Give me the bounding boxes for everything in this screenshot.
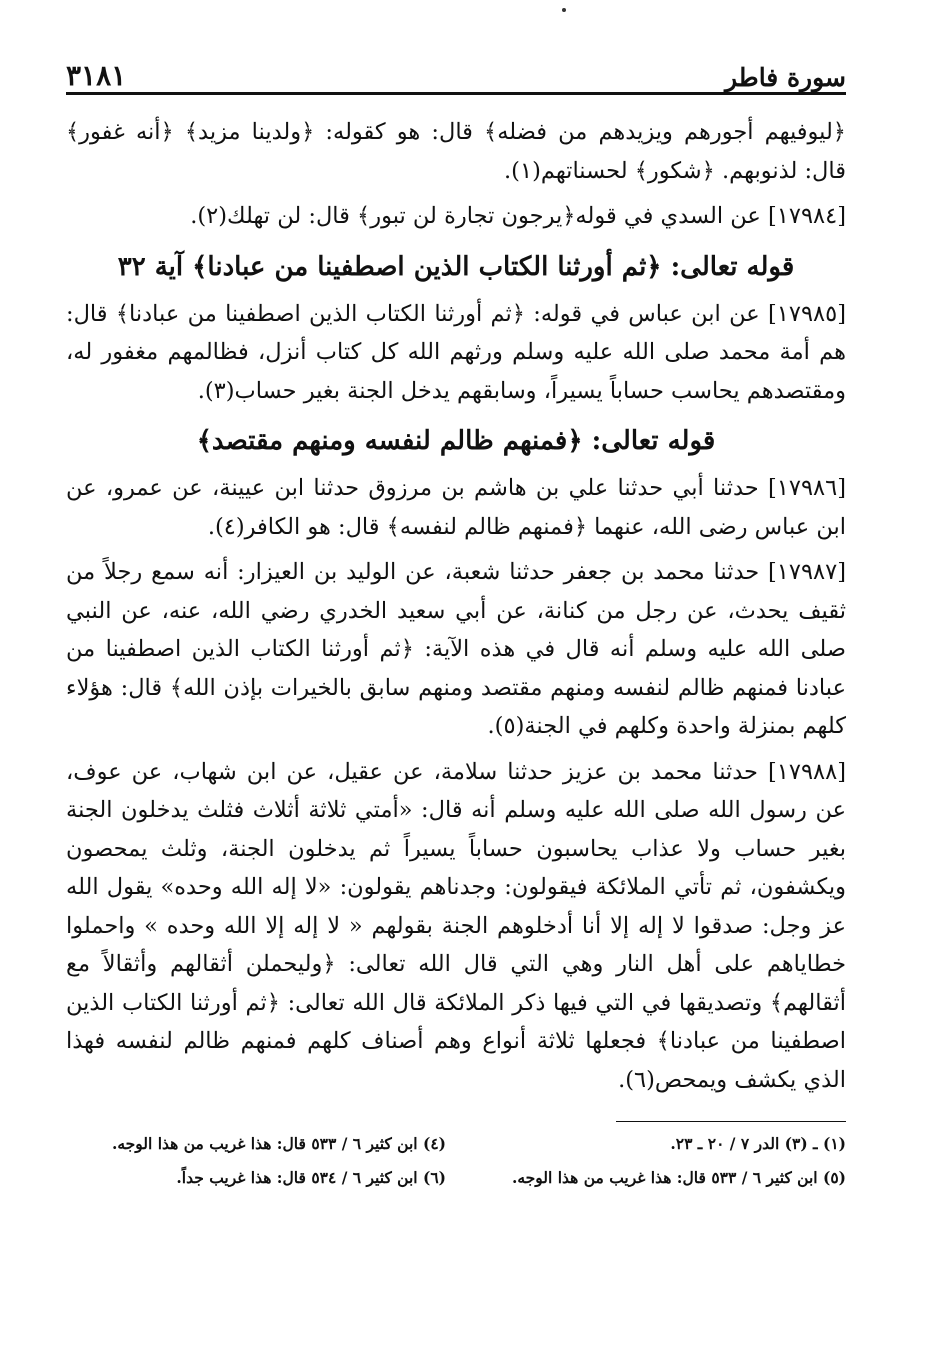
section-heading-dhalim: قوله تعالى: ﴿فمنهم ظالم لنفسه ومنهم مقتصد﴾ <box>196 426 716 456</box>
section-heading-verse-32: قوله تعالى: ﴿ثم أورثنا الكتاب الذين اصطفينا من عبادنا﴾ آية ٣٢ <box>117 251 795 282</box>
page-body <box>66 113 846 1099</box>
hadith-17988: [١٧٩٨٨] حدثنا محمد بن عزيز حدثنا سلامة، عن عقيل، عن ابن شهاب، عن عوف، عن رسول الله صلى الله عليه وسلم أنه قال: «أمتي ثلاثة أثلاث فثلث يدخلون الجنة بغير حساب ولا عذاب يحاسبون حساباً يسيراً ثم يدخلون الجنة، وثلث يمحصون ويكشفون، ثم تأتي الملائكة فيقولون: وجدناهم يقولون: «لا إله الله وحده» يقول الله عز وجل: صدقوا لا إله إلا أنا أدخلوهم الجنة بقولهم « لا إله إلا الله وحده » واحملوا خطاياهم على أهل النار وهي التي قال الله تعالى: ﴿وليحملن أثقالهم وأثقالاً مع أثقالهم﴾ وتصديقها في التي فيها ذكر الملائكة قال الله تعالى: ﴿ثم أورثنا الكتاب الذين اصطفينا من عبادنا﴾ فجعلها ثلاثة أنواع وهم أصناف كلهم فمنهم ظالم لنفسه فهذا الذي يكشف ويمحص(٦). <box>66 758 846 1093</box>
hadith-17984: [١٧٩٨٤] عن السدي في قوله﴿يرجون تجارة لن تبور﴾ قال: لن تهلك(٢). <box>190 203 846 229</box>
scan-speck <box>562 8 566 12</box>
footnote-5: (٥) ابن كثير ٦ / ٥٣٣ قال: هذا غريب من هذا الوجه. <box>511 1168 846 1187</box>
paragraph-1: ﴿ليوفيهم أجورهم ويزيدهم من فضله﴾ قال: هو كقوله: ﴿ولدينا مزيد﴾ ﴿أنه غفور﴾ قال: لذنوبهم. ﴿شكور﴾ لحسناتهم(١). <box>66 119 846 184</box>
footnote-1-3: (١) ـ (٣) الدر ٧ / ٢٠ ـ ٢٣. <box>670 1134 846 1153</box>
footnote-6: (٦) ابن كثير ٦ / ٥٣٤ قال: هذا غريب جداً. <box>176 1168 446 1187</box>
page-header <box>66 48 846 95</box>
hadith-17987: [١٧٩٨٧] حدثنا محمد بن جعفر حدثنا شعبة، عن الوليد بن العيزار: أنه سمع رجلاً من ثقيف يحدث، عن رجل من كنانة، عن أبي سعيد الخدري رضي الله، عنه، عن النبي صلى الله عليه وسلم أنه قال في هذه الآية: ﴿ثم أورثنا الكتاب الذين اصطفينا من عبادنا فمنهم ظالم لنفسه ومنهم مقتصد ومنهم سابق بالخيرات بإذن الله﴾ قال: هؤلاء كلهم بمنزلة واحدة وكلهم في الجنة(٥). <box>66 559 846 739</box>
hadith-17986: [١٧٩٨٦] حدثنا أبي حدثنا علي بن هاشم بن مرزوق حدثنا ابن عيينة، عن عمرو، عن ابن عباس رضى الله، عنهما ﴿فمنهم ظالم لنفسه﴾ قال: هو الكافر(٤). <box>66 475 846 540</box>
page-number: ٣١٨١ <box>66 59 127 92</box>
hadith-17985: [١٧٩٨٥] عن ابن عباس في قوله: ﴿ثم أورثنا الكتاب الذين اصطفينا من عبادنا﴾ قال: هم أمة محمد صلى الله عليه وسلم ورثهم الله كل كتاب أنزل، فظالمهم مغفور له، ومقتصدهم يحاسب حساباً يسيراً، وسابقهم يدخل الجنة بغير حساب(٣). <box>66 300 846 404</box>
footnote-4: (٤) ابن كثير ٦ / ٥٣٣ قال: هذا غريب من هذا الوجه. <box>111 1134 446 1153</box>
footnote-divider <box>616 1121 846 1122</box>
book-page <box>66 48 846 1190</box>
surah-title: سورة فاطر <box>725 63 846 92</box>
footnotes <box>66 1132 846 1190</box>
